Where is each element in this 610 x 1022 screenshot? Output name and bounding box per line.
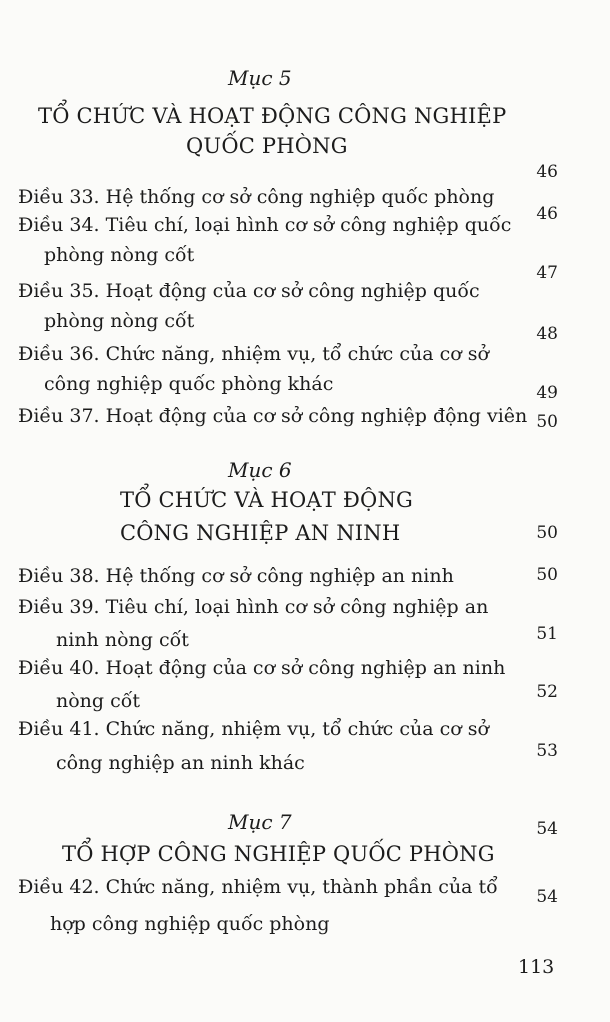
toc-entry-40-line-2: nòng cốt bbox=[56, 690, 141, 712]
toc-entry-33: Điều 33. Hệ thống cơ sở công nghiệp quốc phòng bbox=[18, 186, 495, 208]
section-7-title-line-1: TỔ HỢP CÔNG NGHIỆP QUỐC PHÒNG bbox=[62, 842, 495, 866]
toc-entry-36-line-1: Điều 36. Chức năng, nhiệm vụ, tổ chức của cơ sở bbox=[18, 343, 489, 365]
toc-entry-39-line-1: Điều 39. Tiêu chí, loại hình cơ sở công nghiệp an bbox=[18, 596, 489, 618]
toc-entry-39-line-2: ninh nòng cốt bbox=[56, 629, 189, 651]
page-number: 113 bbox=[518, 956, 555, 978]
toc-entry-41-line-1: Điều 41. Chức năng, nhiệm vụ, tổ chức của cơ sở bbox=[18, 718, 489, 740]
toc-entry-42-line-2: hợp công nghiệp quốc phòng bbox=[50, 913, 330, 935]
toc-entry-34-line-1: Điều 34. Tiêu chí, loại hình cơ sở công nghiệp quốc bbox=[18, 214, 512, 236]
toc-entry-36-line-2: công nghiệp quốc phòng khác bbox=[44, 373, 334, 395]
section-5-label: Mục 5 bbox=[228, 66, 292, 90]
toc-entry-36-page: 49 bbox=[536, 383, 558, 403]
toc-entry-40-page: 52 bbox=[536, 682, 558, 702]
toc-entry-34-page: 47 bbox=[536, 263, 558, 283]
toc-entry-38-page: 50 bbox=[536, 565, 558, 585]
section-6-page: 50 bbox=[536, 523, 558, 543]
toc-entry-42-line-1: Điều 42. Chức năng, nhiệm vụ, thành phần của tổ bbox=[18, 876, 498, 898]
toc-entry-35-line-1: Điều 35. Hoạt động của cơ sở công nghiệp quốc bbox=[18, 280, 480, 302]
toc-entry-38: Điều 38. Hệ thống cơ sở công nghiệp an ninh bbox=[18, 565, 454, 587]
section-5-title-line-1: TỔ CHỨC VÀ HOẠT ĐỘNG CÔNG NGHIỆP bbox=[38, 104, 507, 128]
toc-entry-37-page: 50 bbox=[536, 412, 558, 432]
section-7-label: Mục 7 bbox=[228, 810, 292, 834]
toc-entry-42-page: 54 bbox=[536, 887, 558, 907]
toc-entry-34-line-2: phòng nòng cốt bbox=[44, 244, 195, 266]
section-5-title-line-2: QUỐC PHÒNG bbox=[186, 134, 348, 158]
toc-entry-33-page: 46 bbox=[536, 204, 558, 224]
section-7-page: 54 bbox=[536, 819, 558, 839]
toc-entry-35-page: 48 bbox=[536, 324, 558, 344]
toc-entry-41-line-2: công nghiệp an ninh khác bbox=[56, 752, 305, 774]
toc-entry-37: Điều 37. Hoạt động của cơ sở công nghiệp động viên bbox=[18, 405, 528, 427]
section-6-label: Mục 6 bbox=[228, 458, 292, 482]
section-6-title-line-1: TỔ CHỨC VÀ HOẠT ĐỘNG bbox=[120, 488, 413, 512]
toc-entry-39-page: 51 bbox=[536, 624, 558, 644]
section-6-title-line-2: CÔNG NGHIỆP AN NINH bbox=[120, 521, 401, 545]
section-5-page: 46 bbox=[536, 162, 558, 182]
toc-entry-41-page: 53 bbox=[536, 741, 558, 761]
toc-entry-35-line-2: phòng nòng cốt bbox=[44, 310, 195, 332]
toc-entry-40-line-1: Điều 40. Hoạt động của cơ sở công nghiệp an ninh bbox=[18, 657, 506, 679]
